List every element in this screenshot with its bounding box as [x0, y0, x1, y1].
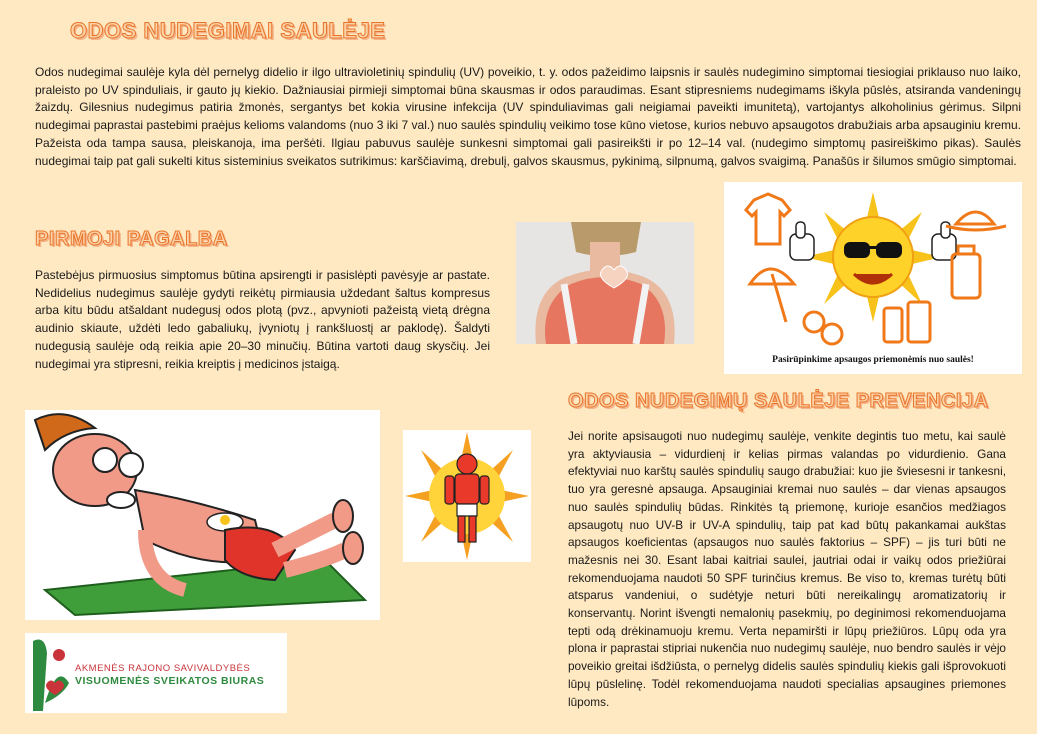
sun-protection-poster: [724, 182, 1022, 374]
heading-sunburns: ODOS NUDEGIMAI SAULĖJE: [70, 18, 386, 43]
poster-caption: Pasirūpinkime apsaugos priemonėmis nuo saulės!: [772, 355, 974, 365]
logo-line-bureau: VISUOMENĖS SVEIKATOS BIURAS: [75, 675, 265, 687]
health-bureau-logo: [25, 633, 287, 713]
paragraph-prevention: Jei norite apsisaugoti nuo nudegimų saulėje, venkite degintis tuo metu, kai saulė yra aktyviausia – vidurdienį ir kelias pirmas valandas po vidurdienio. Gana efektyviai nuo karštų saulės spindulių saugo drabužiai: kuo jie šviesesni ir tankesni, tuo yra geresnė apsauga. Apsauginiai kremai nuo saulės – dar vienas apsaugos nuo saulės spindulių būdas. Rinkitės tą priemonę, kurioje esančios medžiagos apsaugotų nuo UV-B ir UV-A spindulių, taip pat kad būtų pakankamai aukštas apsaugos koeficientas (apsaugos nuo saulės faktorius – SPF) – jis turi būti ne mažesnis nei 30. Esant labai kaitriai saulei, jautriai odai ir vaikų odos priežiūrai rekomenduojama naudoti 50 SPF turinčius kremus. Be viso to, kremas turėtų būti atsparus vandeniui, o sudėtyje neturi būti nereikalingų aromatizatorių ir konservantų. Norint išvengti nemalonių pasekmių, po deginimosi rekomenduojama tepti odą drėkinamuoju kremu. Verta nepamiršti ir lūpų priežiūros. Lūpų oda yra plona ir paprastai stipriai nukenčia nuo nudegimų saulėje, nuo bendro saulės ir vėjo poveikio greitai išdžiūsta, o pernelyg didelis saulės spindulių kiekis gali išprovokuoti lūpų pūslelinę. Todėl rekomenduojama naudoti specialias apsaugines priemones lūpoms.: [568, 429, 1006, 709]
logo-line-municipality: AKMENĖS RAJONO SAVIVALDYBĖS: [75, 663, 251, 674]
burned-man-illustration: [403, 430, 531, 562]
paragraph-sunburns: Odos nudegimai saulėje kyla dėl pernelyg didelio ir ilgo ultravioletinių spindulių (UV) poveikio, t. y. odos pažeidimo laipsnis ir saulės nudegimino simptomai tiesiogiai priklauso nuo laiko, praleisto po UV spinduliais, ir gauto jų kiekio. Dažniausiai pirmieji simptomai būna skausmas ir odos paraudimas. Esant stipresniems nudegimams iškyla pūslės, atsiranda vandeningų žaizdų. Gilesnius nudegimus patiria žmonės, sergantys bet kokia virusine infekcija (UV spinduliavimas gali neigiamai paveikti imunitetą), vartojantys alkoholinius gėrimus. Silpni nudegimai paprastai pastebimi praėjus kelioms valandoms (nuo 3 iki 7 val.) nuo saulės spindulių veikimo tose kūno vietose, kurios nebuvo apsaugotos drabužiais arba apsauginiu kremu. Pažeista oda tampa sausa, pleiskanoja, ima peršėti. Ilgiau pabuvus saulėje sunkesni simptomai gali pasireikšti ir po 12–14 val. (nudegimo simptomų pasireiškimo pikas). Saulės nudegimai taip pat gali sukelti kitus sisteminius sveikatos sutrikimus: karščiavimą, drebulį, galvos skausmus, pykinimą, silpnumą, galvos svaigimą. Panašūs ir šilumos smūgio simptomai.: [35, 65, 1021, 168]
sunbather-cartoon: [25, 410, 380, 620]
sunburned-back-photo: [516, 222, 694, 344]
heading-first-aid: PIRMOJI PAGALBA: [35, 228, 228, 250]
heading-prevention: ODOS NUDEGIMŲ SAULĖJE PREVENCIJA: [568, 390, 989, 412]
paragraph-first-aid: Pastebėjus pirmuosius simptomus būtina apsirengti ir pasislėpti pavėsyje ar pastate. Nedidelius nudegimus saulėje gydyti reikėtų pirmiausia uždedant šaltus kompresus arba kitu būdu atšaldant nudegusį odos plotą (pvz., apvynioti pažeistą vietą drėgna audinio skiaute, uždėti ledo gabaliukų, įvyniotų į rankšluostį ar paklodę). Šaldyti nudegusią saulėje odą reikia apie 20–30 minučių. Būtina vartoti daug skysčių. Jei nudegimai yra stipresni, reikia kreiptis į medicinos įstaigą.: [35, 268, 490, 371]
logo-emblem-icon: [25, 633, 75, 713]
